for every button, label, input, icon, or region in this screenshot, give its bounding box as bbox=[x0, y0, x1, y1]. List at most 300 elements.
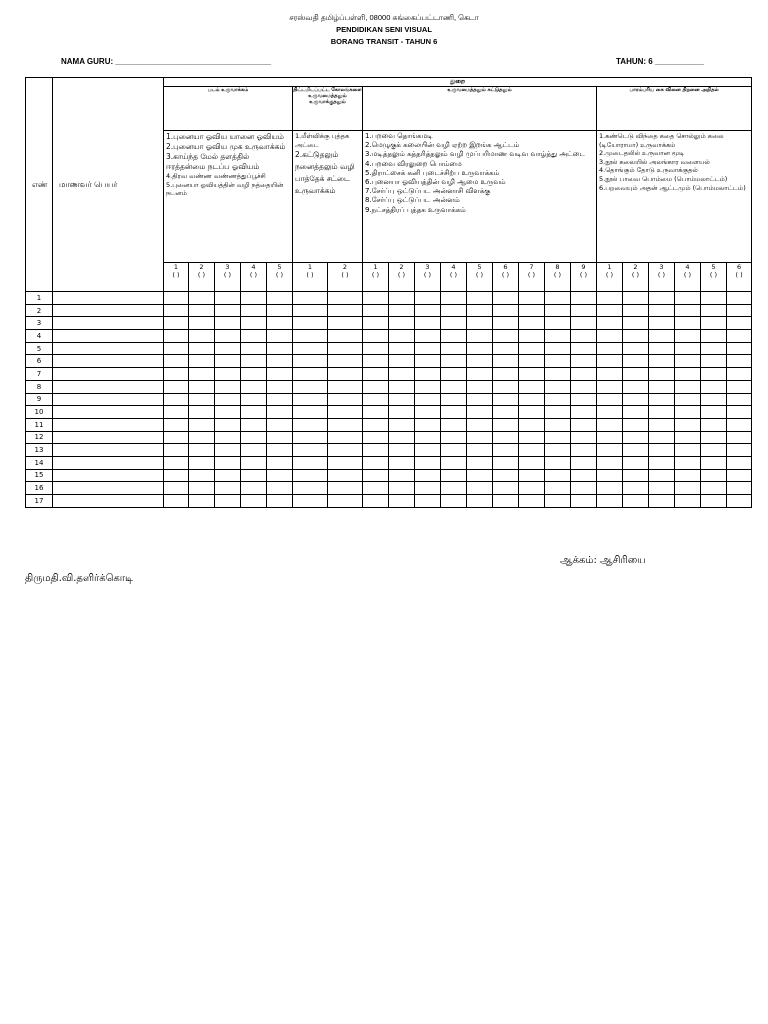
mark-cell[interactable] bbox=[267, 330, 293, 343]
mark-cell[interactable] bbox=[571, 317, 597, 330]
mark-cell[interactable] bbox=[215, 355, 241, 368]
mark-cell[interactable] bbox=[363, 330, 389, 343]
mark-cell[interactable] bbox=[701, 342, 727, 355]
mark-cell[interactable] bbox=[267, 292, 293, 305]
mark-cell[interactable] bbox=[701, 482, 727, 495]
mark-cell[interactable] bbox=[701, 330, 727, 343]
mark-cell[interactable] bbox=[241, 444, 267, 457]
mark-cell[interactable] bbox=[597, 342, 623, 355]
mark-cell[interactable] bbox=[649, 444, 675, 457]
mark-cell[interactable] bbox=[493, 431, 519, 444]
mark-cell[interactable] bbox=[389, 330, 415, 343]
mark-cell[interactable] bbox=[363, 393, 389, 406]
mark-cell[interactable] bbox=[241, 393, 267, 406]
mark-cell[interactable] bbox=[545, 292, 571, 305]
mark-cell[interactable] bbox=[623, 456, 649, 469]
mark-cell[interactable] bbox=[389, 444, 415, 457]
mark-cell[interactable] bbox=[328, 418, 363, 431]
mark-cell[interactable] bbox=[571, 393, 597, 406]
mark-cell[interactable] bbox=[441, 469, 467, 482]
mark-cell[interactable] bbox=[189, 495, 215, 508]
student-name-cell[interactable] bbox=[53, 380, 164, 393]
mark-cell[interactable] bbox=[389, 418, 415, 431]
mark-cell[interactable] bbox=[649, 393, 675, 406]
mark-cell[interactable] bbox=[597, 292, 623, 305]
mark-cell[interactable] bbox=[649, 355, 675, 368]
mark-cell[interactable] bbox=[215, 292, 241, 305]
mark-cell[interactable] bbox=[571, 406, 597, 419]
mark-cell[interactable] bbox=[727, 393, 752, 406]
mark-cell[interactable] bbox=[328, 431, 363, 444]
mark-cell[interactable] bbox=[675, 495, 701, 508]
mark-cell[interactable] bbox=[215, 482, 241, 495]
mark-cell[interactable] bbox=[493, 482, 519, 495]
mark-cell[interactable] bbox=[215, 456, 241, 469]
mark-cell[interactable] bbox=[545, 380, 571, 393]
mark-cell[interactable] bbox=[649, 418, 675, 431]
mark-cell[interactable] bbox=[519, 380, 545, 393]
mark-cell[interactable] bbox=[164, 393, 189, 406]
mark-cell[interactable] bbox=[415, 482, 441, 495]
mark-cell[interactable] bbox=[623, 368, 649, 381]
mark-cell[interactable] bbox=[363, 495, 389, 508]
mark-cell[interactable] bbox=[571, 444, 597, 457]
mark-cell[interactable] bbox=[467, 444, 493, 457]
mark-cell[interactable] bbox=[241, 406, 267, 419]
mark-cell[interactable] bbox=[675, 444, 701, 457]
mark-cell[interactable] bbox=[189, 317, 215, 330]
mark-cell[interactable] bbox=[571, 482, 597, 495]
mark-cell[interactable] bbox=[441, 368, 467, 381]
mark-cell[interactable] bbox=[215, 304, 241, 317]
mark-cell[interactable] bbox=[328, 355, 363, 368]
student-name-cell[interactable] bbox=[53, 304, 164, 317]
mark-cell[interactable] bbox=[597, 495, 623, 508]
mark-cell[interactable] bbox=[545, 317, 571, 330]
mark-cell[interactable] bbox=[189, 406, 215, 419]
mark-cell[interactable] bbox=[267, 380, 293, 393]
mark-cell[interactable] bbox=[597, 393, 623, 406]
mark-cell[interactable] bbox=[241, 456, 267, 469]
mark-cell[interactable] bbox=[571, 355, 597, 368]
mark-cell[interactable] bbox=[363, 304, 389, 317]
mark-cell[interactable] bbox=[493, 368, 519, 381]
mark-cell[interactable] bbox=[215, 469, 241, 482]
mark-cell[interactable] bbox=[189, 304, 215, 317]
student-name-cell[interactable] bbox=[53, 342, 164, 355]
mark-cell[interactable] bbox=[215, 330, 241, 343]
mark-cell[interactable] bbox=[189, 355, 215, 368]
student-name-cell[interactable] bbox=[53, 418, 164, 431]
mark-cell[interactable] bbox=[441, 482, 467, 495]
mark-cell[interactable] bbox=[293, 482, 328, 495]
mark-cell[interactable] bbox=[545, 304, 571, 317]
mark-cell[interactable] bbox=[389, 317, 415, 330]
mark-cell[interactable] bbox=[493, 469, 519, 482]
mark-cell[interactable] bbox=[571, 431, 597, 444]
mark-cell[interactable] bbox=[267, 342, 293, 355]
mark-cell[interactable] bbox=[493, 292, 519, 305]
mark-cell[interactable] bbox=[363, 355, 389, 368]
mark-cell[interactable] bbox=[597, 304, 623, 317]
student-name-cell[interactable] bbox=[53, 495, 164, 508]
mark-cell[interactable] bbox=[415, 418, 441, 431]
mark-cell[interactable] bbox=[241, 469, 267, 482]
mark-cell[interactable] bbox=[467, 456, 493, 469]
mark-cell[interactable] bbox=[649, 368, 675, 381]
mark-cell[interactable] bbox=[415, 355, 441, 368]
mark-cell[interactable] bbox=[675, 431, 701, 444]
mark-cell[interactable] bbox=[519, 456, 545, 469]
mark-cell[interactable] bbox=[363, 431, 389, 444]
mark-cell[interactable] bbox=[519, 444, 545, 457]
mark-cell[interactable] bbox=[415, 469, 441, 482]
mark-cell[interactable] bbox=[189, 330, 215, 343]
mark-cell[interactable] bbox=[328, 406, 363, 419]
mark-cell[interactable] bbox=[293, 380, 328, 393]
student-name-cell[interactable] bbox=[53, 355, 164, 368]
mark-cell[interactable] bbox=[164, 431, 189, 444]
mark-cell[interactable] bbox=[675, 380, 701, 393]
mark-cell[interactable] bbox=[164, 380, 189, 393]
mark-cell[interactable] bbox=[649, 304, 675, 317]
mark-cell[interactable] bbox=[215, 342, 241, 355]
mark-cell[interactable] bbox=[267, 456, 293, 469]
mark-cell[interactable] bbox=[571, 304, 597, 317]
mark-cell[interactable] bbox=[363, 469, 389, 482]
mark-cell[interactable] bbox=[727, 469, 752, 482]
mark-cell[interactable] bbox=[328, 292, 363, 305]
student-name-cell[interactable] bbox=[53, 456, 164, 469]
mark-cell[interactable] bbox=[623, 342, 649, 355]
mark-cell[interactable] bbox=[675, 418, 701, 431]
mark-cell[interactable] bbox=[727, 444, 752, 457]
mark-cell[interactable] bbox=[293, 469, 328, 482]
mark-cell[interactable] bbox=[623, 469, 649, 482]
mark-cell[interactable] bbox=[293, 418, 328, 431]
mark-cell[interactable] bbox=[164, 469, 189, 482]
mark-cell[interactable] bbox=[493, 380, 519, 393]
mark-cell[interactable] bbox=[164, 330, 189, 343]
mark-cell[interactable] bbox=[571, 342, 597, 355]
mark-cell[interactable] bbox=[415, 330, 441, 343]
mark-cell[interactable] bbox=[727, 495, 752, 508]
mark-cell[interactable] bbox=[597, 444, 623, 457]
mark-cell[interactable] bbox=[189, 469, 215, 482]
mark-cell[interactable] bbox=[293, 495, 328, 508]
mark-cell[interactable] bbox=[267, 393, 293, 406]
mark-cell[interactable] bbox=[727, 482, 752, 495]
mark-cell[interactable] bbox=[467, 469, 493, 482]
mark-cell[interactable] bbox=[441, 380, 467, 393]
mark-cell[interactable] bbox=[293, 330, 328, 343]
mark-cell[interactable] bbox=[623, 418, 649, 431]
mark-cell[interactable] bbox=[727, 418, 752, 431]
mark-cell[interactable] bbox=[164, 368, 189, 381]
mark-cell[interactable] bbox=[545, 469, 571, 482]
mark-cell[interactable] bbox=[415, 456, 441, 469]
mark-cell[interactable] bbox=[441, 304, 467, 317]
mark-cell[interactable] bbox=[328, 456, 363, 469]
mark-cell[interactable] bbox=[467, 393, 493, 406]
mark-cell[interactable] bbox=[415, 368, 441, 381]
mark-cell[interactable] bbox=[441, 444, 467, 457]
mark-cell[interactable] bbox=[675, 482, 701, 495]
mark-cell[interactable] bbox=[519, 431, 545, 444]
mark-cell[interactable] bbox=[363, 342, 389, 355]
mark-cell[interactable] bbox=[545, 418, 571, 431]
mark-cell[interactable] bbox=[328, 393, 363, 406]
mark-cell[interactable] bbox=[701, 495, 727, 508]
mark-cell[interactable] bbox=[441, 406, 467, 419]
mark-cell[interactable] bbox=[215, 444, 241, 457]
mark-cell[interactable] bbox=[727, 456, 752, 469]
mark-cell[interactable] bbox=[241, 482, 267, 495]
mark-cell[interactable] bbox=[267, 418, 293, 431]
mark-cell[interactable] bbox=[293, 393, 328, 406]
mark-cell[interactable] bbox=[597, 469, 623, 482]
mark-cell[interactable] bbox=[519, 368, 545, 381]
mark-cell[interactable] bbox=[241, 330, 267, 343]
mark-cell[interactable] bbox=[164, 292, 189, 305]
mark-cell[interactable] bbox=[389, 368, 415, 381]
mark-cell[interactable] bbox=[164, 304, 189, 317]
mark-cell[interactable] bbox=[241, 368, 267, 381]
mark-cell[interactable] bbox=[389, 355, 415, 368]
mark-cell[interactable] bbox=[675, 393, 701, 406]
mark-cell[interactable] bbox=[649, 406, 675, 419]
mark-cell[interactable] bbox=[267, 368, 293, 381]
mark-cell[interactable] bbox=[267, 495, 293, 508]
mark-cell[interactable] bbox=[441, 342, 467, 355]
mark-cell[interactable] bbox=[467, 330, 493, 343]
mark-cell[interactable] bbox=[597, 317, 623, 330]
mark-cell[interactable] bbox=[389, 393, 415, 406]
mark-cell[interactable] bbox=[215, 317, 241, 330]
mark-cell[interactable] bbox=[215, 495, 241, 508]
mark-cell[interactable] bbox=[519, 495, 545, 508]
mark-cell[interactable] bbox=[545, 444, 571, 457]
mark-cell[interactable] bbox=[623, 406, 649, 419]
mark-cell[interactable] bbox=[389, 456, 415, 469]
mark-cell[interactable] bbox=[189, 456, 215, 469]
mark-cell[interactable] bbox=[545, 431, 571, 444]
mark-cell[interactable] bbox=[363, 368, 389, 381]
mark-cell[interactable] bbox=[571, 368, 597, 381]
mark-cell[interactable] bbox=[363, 418, 389, 431]
mark-cell[interactable] bbox=[293, 355, 328, 368]
mark-cell[interactable] bbox=[701, 456, 727, 469]
mark-cell[interactable] bbox=[519, 355, 545, 368]
mark-cell[interactable] bbox=[493, 495, 519, 508]
mark-cell[interactable] bbox=[415, 342, 441, 355]
mark-cell[interactable] bbox=[441, 317, 467, 330]
mark-cell[interactable] bbox=[649, 380, 675, 393]
mark-cell[interactable] bbox=[519, 330, 545, 343]
mark-cell[interactable] bbox=[467, 317, 493, 330]
mark-cell[interactable] bbox=[241, 317, 267, 330]
student-name-cell[interactable] bbox=[53, 317, 164, 330]
mark-cell[interactable] bbox=[267, 406, 293, 419]
mark-cell[interactable] bbox=[675, 355, 701, 368]
mark-cell[interactable] bbox=[293, 456, 328, 469]
mark-cell[interactable] bbox=[467, 292, 493, 305]
mark-cell[interactable] bbox=[328, 380, 363, 393]
mark-cell[interactable] bbox=[267, 482, 293, 495]
mark-cell[interactable] bbox=[623, 355, 649, 368]
mark-cell[interactable] bbox=[597, 431, 623, 444]
mark-cell[interactable] bbox=[597, 482, 623, 495]
mark-cell[interactable] bbox=[519, 292, 545, 305]
mark-cell[interactable] bbox=[701, 380, 727, 393]
mark-cell[interactable] bbox=[441, 393, 467, 406]
mark-cell[interactable] bbox=[467, 482, 493, 495]
mark-cell[interactable] bbox=[415, 380, 441, 393]
mark-cell[interactable] bbox=[727, 342, 752, 355]
mark-cell[interactable] bbox=[701, 418, 727, 431]
mark-cell[interactable] bbox=[467, 368, 493, 381]
mark-cell[interactable] bbox=[441, 418, 467, 431]
mark-cell[interactable] bbox=[415, 393, 441, 406]
mark-cell[interactable] bbox=[363, 444, 389, 457]
mark-cell[interactable] bbox=[701, 317, 727, 330]
mark-cell[interactable] bbox=[623, 317, 649, 330]
mark-cell[interactable] bbox=[623, 304, 649, 317]
mark-cell[interactable] bbox=[571, 495, 597, 508]
mark-cell[interactable] bbox=[415, 292, 441, 305]
mark-cell[interactable] bbox=[649, 456, 675, 469]
mark-cell[interactable] bbox=[328, 495, 363, 508]
mark-cell[interactable] bbox=[328, 342, 363, 355]
mark-cell[interactable] bbox=[727, 317, 752, 330]
mark-cell[interactable] bbox=[597, 330, 623, 343]
mark-cell[interactable] bbox=[363, 317, 389, 330]
student-name-cell[interactable] bbox=[53, 431, 164, 444]
mark-cell[interactable] bbox=[493, 304, 519, 317]
mark-cell[interactable] bbox=[701, 444, 727, 457]
mark-cell[interactable] bbox=[363, 482, 389, 495]
mark-cell[interactable] bbox=[545, 393, 571, 406]
mark-cell[interactable] bbox=[701, 406, 727, 419]
mark-cell[interactable] bbox=[493, 355, 519, 368]
mark-cell[interactable] bbox=[389, 292, 415, 305]
mark-cell[interactable] bbox=[467, 355, 493, 368]
mark-cell[interactable] bbox=[727, 380, 752, 393]
student-name-cell[interactable] bbox=[53, 330, 164, 343]
mark-cell[interactable] bbox=[597, 456, 623, 469]
mark-cell[interactable] bbox=[189, 418, 215, 431]
mark-cell[interactable] bbox=[597, 418, 623, 431]
mark-cell[interactable] bbox=[519, 317, 545, 330]
mark-cell[interactable] bbox=[215, 380, 241, 393]
mark-cell[interactable] bbox=[519, 342, 545, 355]
mark-cell[interactable] bbox=[293, 304, 328, 317]
mark-cell[interactable] bbox=[727, 431, 752, 444]
mark-cell[interactable] bbox=[649, 330, 675, 343]
mark-cell[interactable] bbox=[701, 431, 727, 444]
mark-cell[interactable] bbox=[623, 482, 649, 495]
mark-cell[interactable] bbox=[675, 469, 701, 482]
mark-cell[interactable] bbox=[571, 469, 597, 482]
mark-cell[interactable] bbox=[649, 469, 675, 482]
mark-cell[interactable] bbox=[467, 406, 493, 419]
mark-cell[interactable] bbox=[363, 456, 389, 469]
mark-cell[interactable] bbox=[189, 431, 215, 444]
mark-cell[interactable] bbox=[328, 482, 363, 495]
mark-cell[interactable] bbox=[415, 317, 441, 330]
mark-cell[interactable] bbox=[415, 431, 441, 444]
mark-cell[interactable] bbox=[267, 431, 293, 444]
mark-cell[interactable] bbox=[545, 456, 571, 469]
mark-cell[interactable] bbox=[164, 342, 189, 355]
mark-cell[interactable] bbox=[415, 495, 441, 508]
mark-cell[interactable] bbox=[519, 393, 545, 406]
mark-cell[interactable] bbox=[241, 431, 267, 444]
mark-cell[interactable] bbox=[164, 444, 189, 457]
mark-cell[interactable] bbox=[164, 355, 189, 368]
mark-cell[interactable] bbox=[241, 380, 267, 393]
mark-cell[interactable] bbox=[623, 431, 649, 444]
mark-cell[interactable] bbox=[493, 317, 519, 330]
mark-cell[interactable] bbox=[519, 482, 545, 495]
mark-cell[interactable] bbox=[597, 380, 623, 393]
mark-cell[interactable] bbox=[597, 406, 623, 419]
mark-cell[interactable] bbox=[363, 292, 389, 305]
mark-cell[interactable] bbox=[493, 393, 519, 406]
mark-cell[interactable] bbox=[164, 456, 189, 469]
mark-cell[interactable] bbox=[519, 304, 545, 317]
mark-cell[interactable] bbox=[701, 393, 727, 406]
mark-cell[interactable] bbox=[701, 469, 727, 482]
mark-cell[interactable] bbox=[675, 406, 701, 419]
mark-cell[interactable] bbox=[241, 495, 267, 508]
mark-cell[interactable] bbox=[189, 368, 215, 381]
mark-cell[interactable] bbox=[441, 456, 467, 469]
mark-cell[interactable] bbox=[675, 330, 701, 343]
mark-cell[interactable] bbox=[267, 355, 293, 368]
mark-cell[interactable] bbox=[415, 444, 441, 457]
mark-cell[interactable] bbox=[328, 317, 363, 330]
mark-cell[interactable] bbox=[701, 368, 727, 381]
mark-cell[interactable] bbox=[293, 431, 328, 444]
mark-cell[interactable] bbox=[267, 444, 293, 457]
mark-cell[interactable] bbox=[545, 342, 571, 355]
mark-cell[interactable] bbox=[389, 495, 415, 508]
mark-cell[interactable] bbox=[293, 317, 328, 330]
mark-cell[interactable] bbox=[389, 469, 415, 482]
mark-cell[interactable] bbox=[164, 495, 189, 508]
mark-cell[interactable] bbox=[623, 444, 649, 457]
mark-cell[interactable] bbox=[389, 431, 415, 444]
student-name-cell[interactable] bbox=[53, 469, 164, 482]
student-name-cell[interactable] bbox=[53, 482, 164, 495]
mark-cell[interactable] bbox=[164, 317, 189, 330]
mark-cell[interactable] bbox=[467, 431, 493, 444]
mark-cell[interactable] bbox=[189, 393, 215, 406]
mark-cell[interactable] bbox=[519, 406, 545, 419]
mark-cell[interactable] bbox=[545, 406, 571, 419]
mark-cell[interactable] bbox=[215, 368, 241, 381]
mark-cell[interactable] bbox=[328, 469, 363, 482]
mark-cell[interactable] bbox=[727, 355, 752, 368]
mark-cell[interactable] bbox=[389, 342, 415, 355]
mark-cell[interactable] bbox=[545, 355, 571, 368]
mark-cell[interactable] bbox=[545, 330, 571, 343]
mark-cell[interactable] bbox=[597, 355, 623, 368]
mark-cell[interactable] bbox=[415, 304, 441, 317]
mark-cell[interactable] bbox=[623, 495, 649, 508]
mark-cell[interactable] bbox=[389, 380, 415, 393]
